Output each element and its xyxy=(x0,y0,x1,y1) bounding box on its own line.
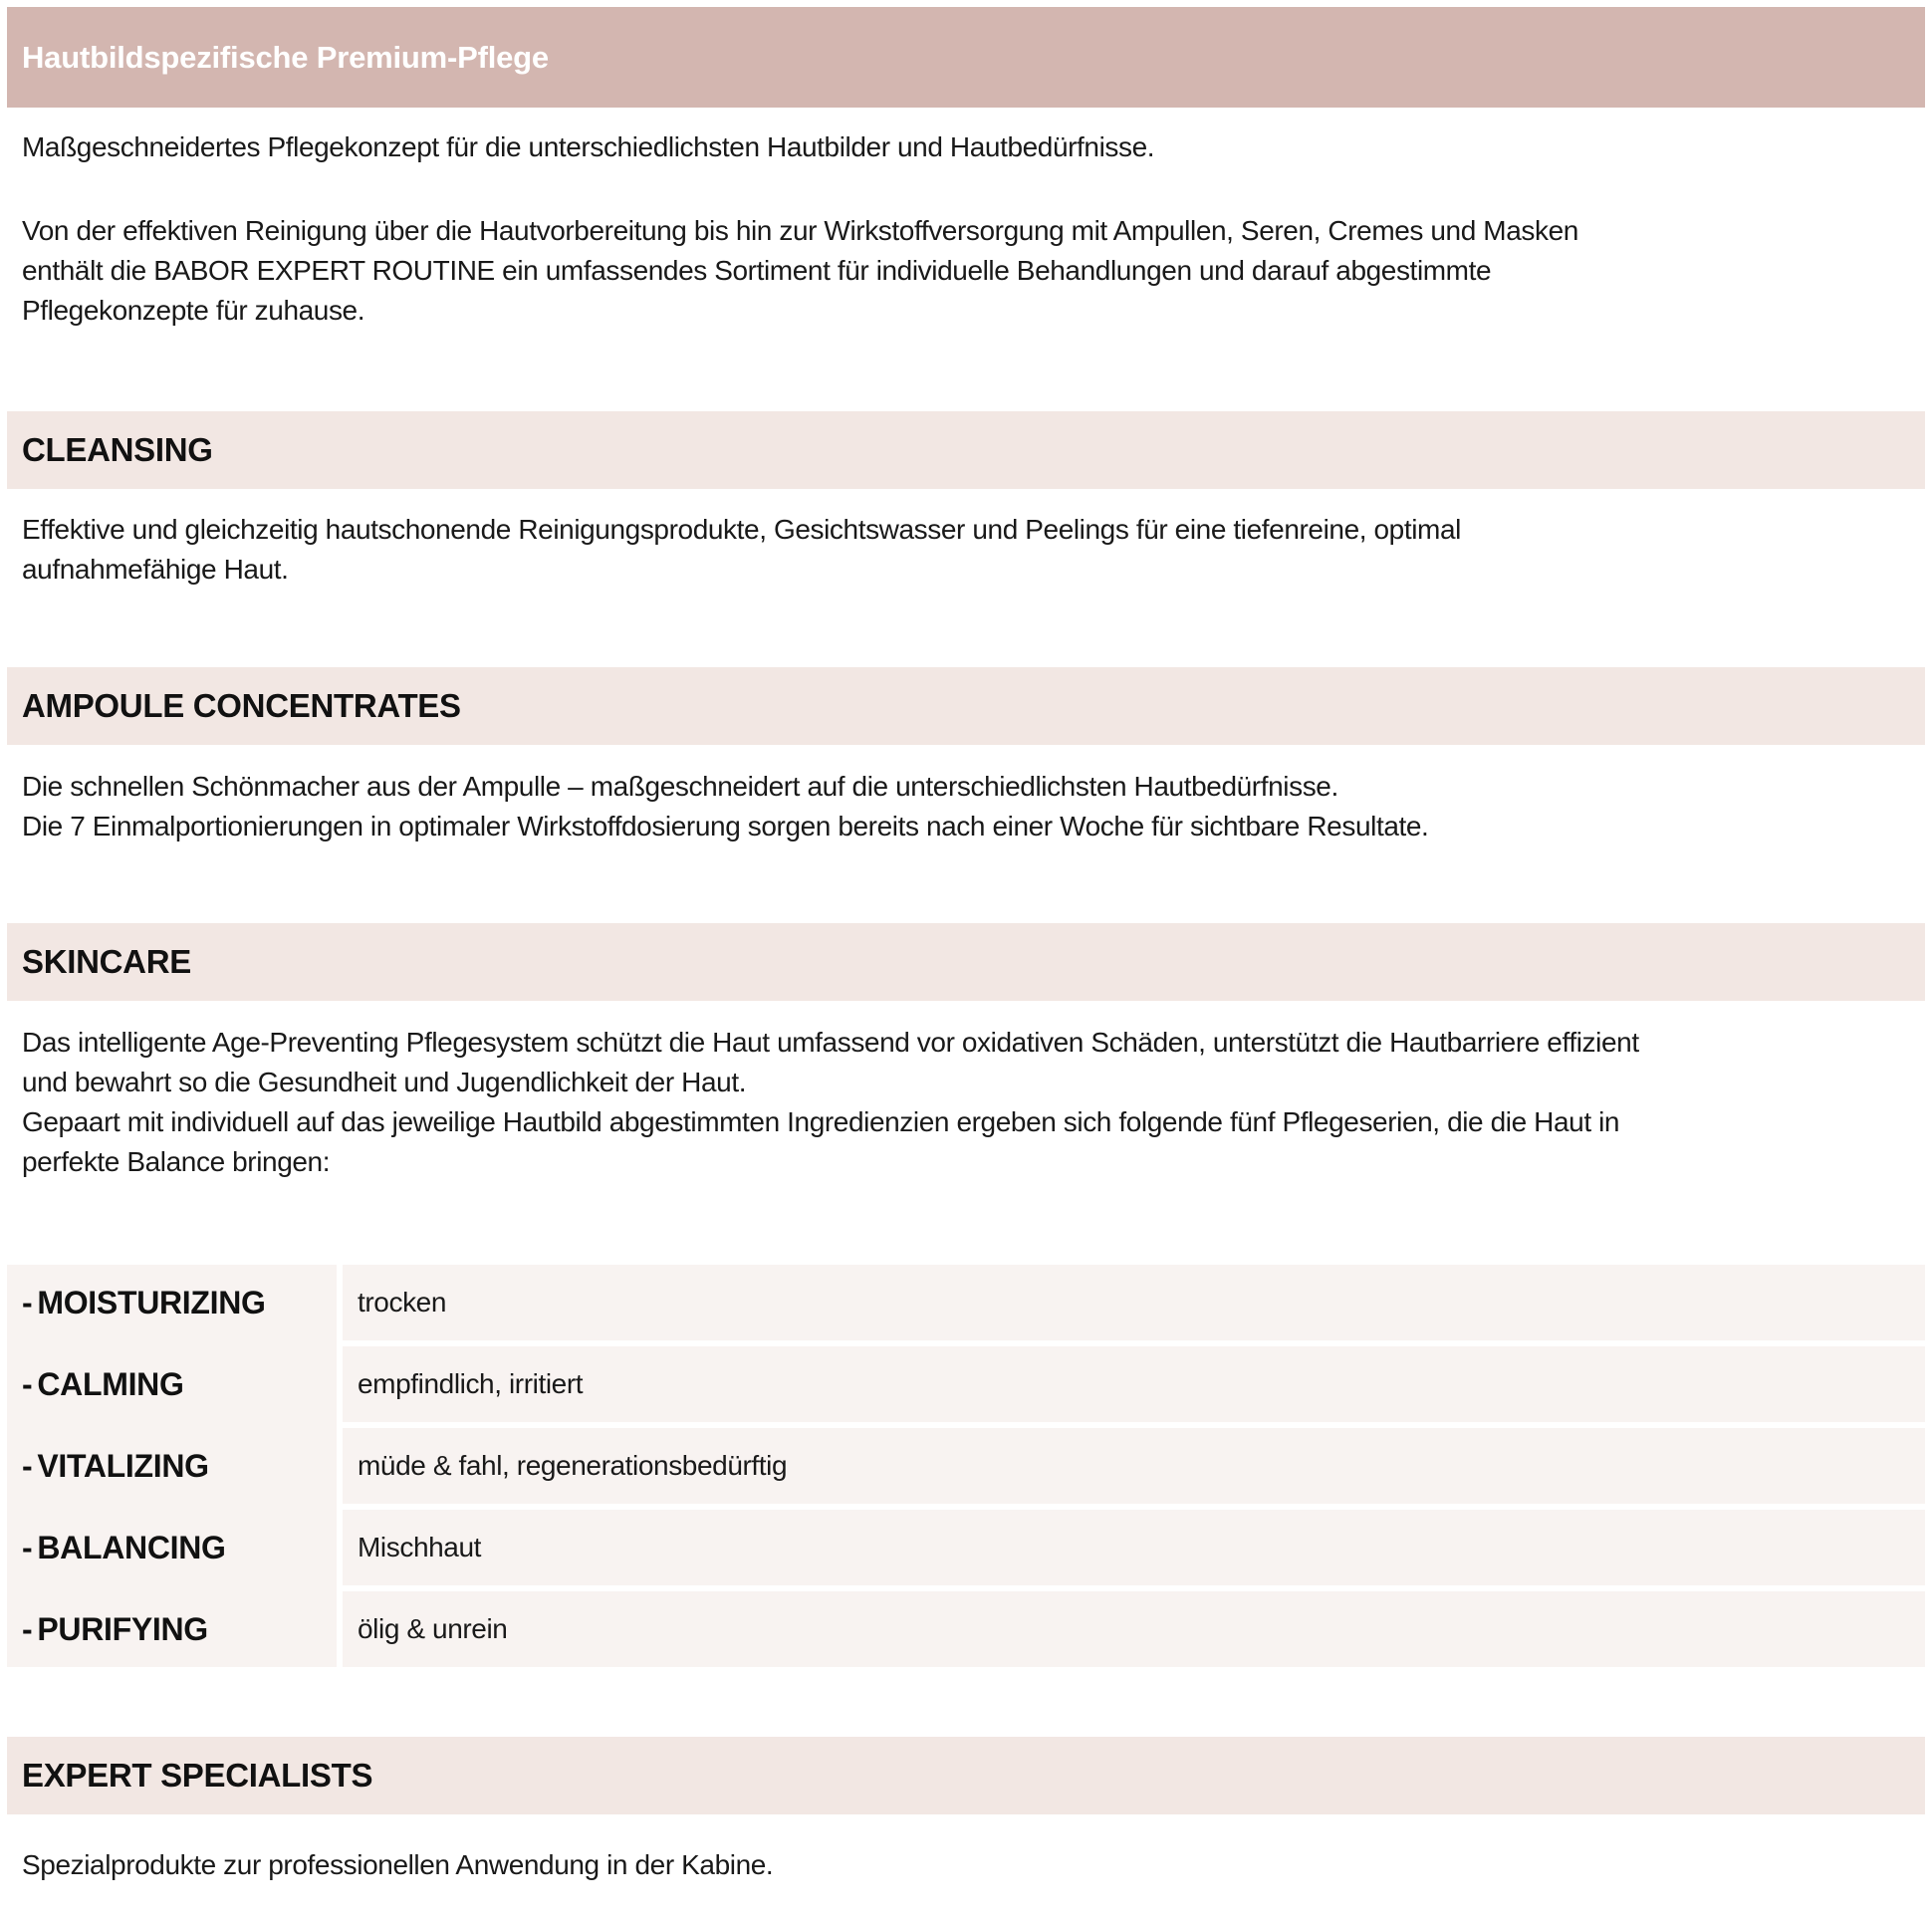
dash-bullet: - xyxy=(22,1365,33,1402)
section-title: AMPOULE CONCENTRATES xyxy=(22,687,461,724)
skincare-paragraph xyxy=(7,1023,1925,1182)
table-row-label-moisturizing xyxy=(7,1265,337,1340)
table-cell-skin-type: Mischhaut xyxy=(343,1510,1925,1585)
page-header-bar xyxy=(7,7,1925,108)
table-row-label-vitalizing xyxy=(7,1428,337,1504)
text-line: Spezialprodukte zur professionellen Anwendung in der Kabine. xyxy=(22,1849,774,1880)
section-header-cleansing xyxy=(7,411,1925,489)
text-line: Effektive und gleichzeitig hautschonende Reinigungsprodukte, Gesichtswasser und Peelings für eine tiefenreine, optimal xyxy=(22,514,1461,545)
section-title: CLEANSING xyxy=(22,431,213,468)
table-label-column xyxy=(7,1265,337,1667)
text-line: Von der effektiven Reinigung über die Hautvorbereitung bis hin zur Wirkstoffversorgung mit Ampullen, Seren, Cremes und Masken xyxy=(22,215,1578,246)
dash-bullet: - xyxy=(22,1447,33,1484)
text-line: Maßgeschneidertes Pflegekonzept für die unterschiedlichsten Hautbilder und Hautbedürfnisse. xyxy=(22,131,1155,162)
ampoule-paragraph xyxy=(7,767,1925,846)
series-label: VITALIZING xyxy=(37,1447,209,1484)
text-line: Die schnellen Schönmacher aus der Ampulle – maßgeschneidert auf die unterschiedlichsten Hautbedürfnisse. xyxy=(22,771,1338,802)
table-row-label-calming xyxy=(7,1346,337,1422)
section-header-expert-specialists xyxy=(7,1737,1925,1814)
text-line: Gepaart mit individuell auf das jeweilige Hautbild abgestimmten Ingredienzien ergeben sich folgende fünf Pflegeserien, die die Haut in xyxy=(22,1106,1620,1137)
table-cell-skin-type: müde & fahl, regenerationsbedürftig xyxy=(343,1428,1925,1504)
dash-bullet: - xyxy=(22,1529,33,1565)
section-title: SKINCARE xyxy=(22,943,191,980)
dash-bullet: - xyxy=(22,1284,33,1320)
text-line: Pflegekonzepte für zuhause. xyxy=(22,295,365,326)
text-line: aufnahmefähige Haut. xyxy=(22,554,289,585)
text-line: Die 7 Einmalportionierungen in optimaler Wirkstoffdosierung sorgen bereits nach einer Woche für sichtbare Resultate. xyxy=(22,811,1429,841)
text-line: und bewahrt so die Gesundheit und Jugendlichkeit der Haut. xyxy=(22,1067,747,1097)
table-cell-skin-type: trocken xyxy=(343,1265,1925,1340)
text-line: enthält die BABOR EXPERT ROUTINE ein umfassendes Sortiment für individuelle Behandlungen und darauf abgestimmte xyxy=(22,255,1492,286)
section-header-ampoule-concentrates xyxy=(7,667,1925,745)
series-label: CALMING xyxy=(37,1365,184,1402)
cleansing-paragraph xyxy=(7,510,1925,590)
text-line: perfekte Balance bringen: xyxy=(22,1146,331,1177)
table-cell-skin-type: ölig & unrein xyxy=(343,1591,1925,1667)
series-label: MOISTURIZING xyxy=(37,1284,266,1320)
section-header-skincare xyxy=(7,923,1925,1001)
table-row-label-balancing xyxy=(7,1510,337,1585)
page-title: Hautbildspezifische Premium-Pflege xyxy=(22,39,549,75)
content-area xyxy=(0,7,1932,1885)
dash-bullet: - xyxy=(22,1610,33,1647)
intro-paragraph-1 xyxy=(7,127,1925,167)
series-label: BALANCING xyxy=(37,1529,226,1565)
intro-paragraph-2 xyxy=(7,211,1925,331)
table-cell-skin-type: empfindlich, irritiert xyxy=(343,1346,1925,1422)
section-title: EXPERT SPECIALISTS xyxy=(22,1757,373,1794)
text-line: Das intelligente Age-Preventing Pflegesystem schützt die Haut umfassend vor oxidativen Schäden, unterstützt die Hautbarriere effizient xyxy=(22,1027,1639,1058)
expert-specialists-paragraph xyxy=(7,1845,1925,1885)
skincare-series-table xyxy=(7,1265,1925,1667)
table-row-label-purifying xyxy=(7,1591,337,1667)
table-value-column xyxy=(343,1265,1925,1667)
series-label: PURIFYING xyxy=(37,1610,208,1647)
